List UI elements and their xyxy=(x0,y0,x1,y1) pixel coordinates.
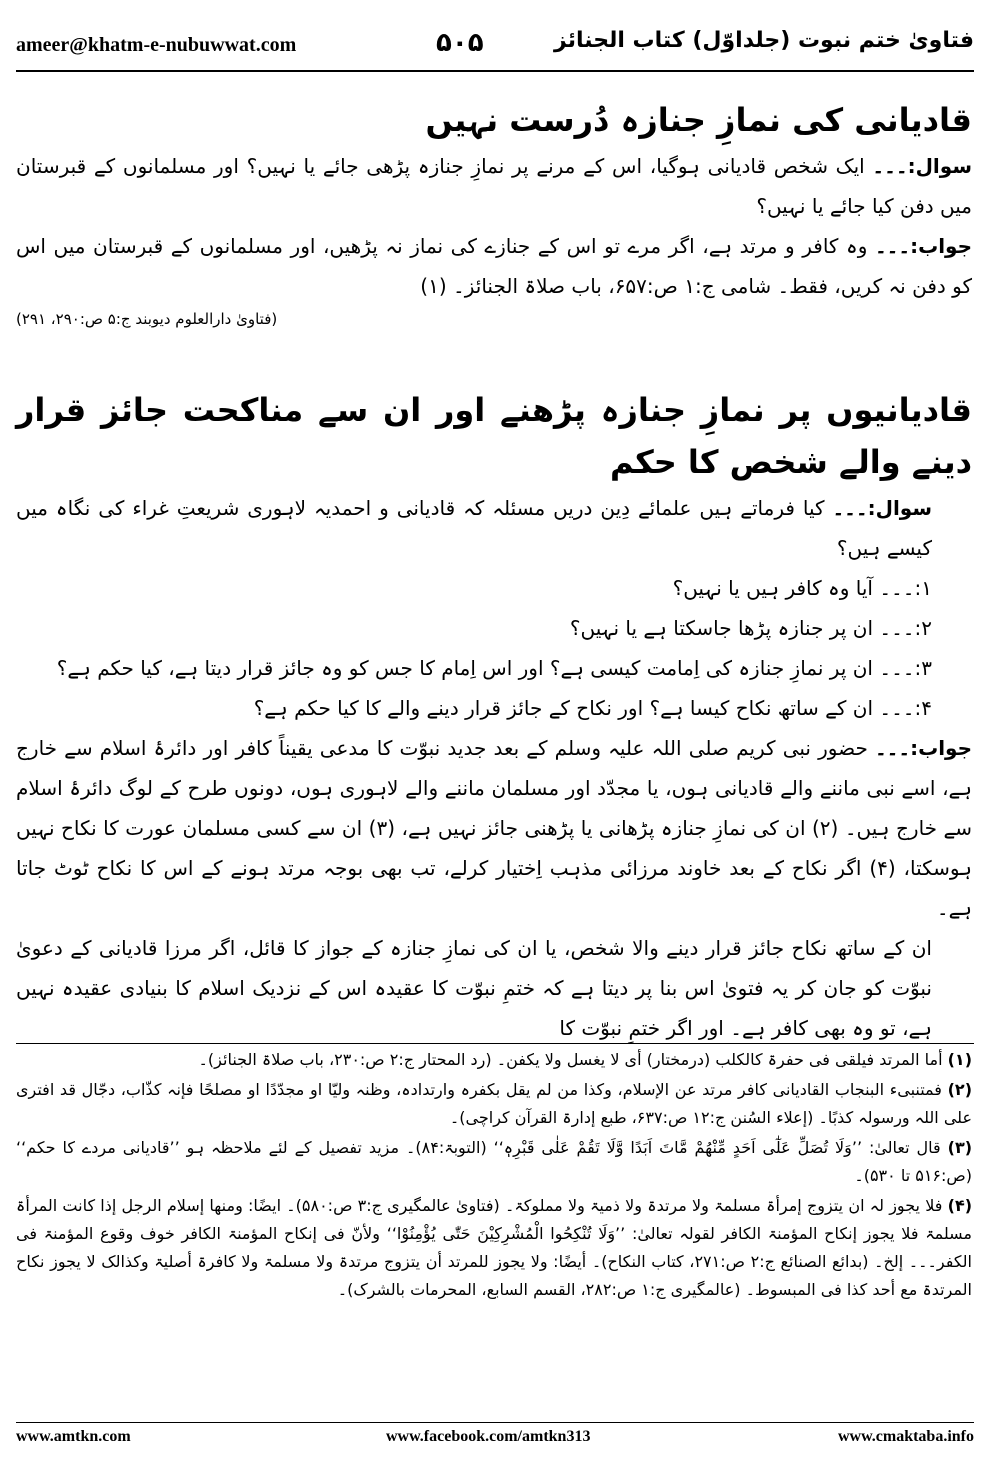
section-2-answer xyxy=(16,728,972,928)
footnote-2 xyxy=(16,1076,972,1132)
question-text: ایک شخص قادیانی ہوگیا، اس کے مرنے پر نمازِ جنازہ پڑھی جائے یا نہیں؟ اور مسلمانوں کے قبرستان میں دفن کیا جائے یا نہیں؟ xyxy=(16,154,972,218)
page-footer xyxy=(16,1428,974,1452)
footnote-number: (۴) xyxy=(947,1196,973,1215)
footnote-4 xyxy=(16,1192,972,1304)
section-1-reference: (فتاویٰ دارالعلوم دیوبند ج:۵ ص:۲۹۰، ۲۹۱) xyxy=(16,310,278,328)
section-2-continuation: ان کے ساتھ نکاح جائز قرار دینے والا شخص، یا ان کی نمازِ جنازہ کے جواز کا قائل، اگر مرزا قادیانی کے دعویٰ نبوّت کو جان کر یہ فتویٰ اس بنا پر دیتا ہے کہ ختمِ نبوّت کا عقیدہ اس کے نزدیک اسلام کا بنیادی عقیدہ نہیں ہے، تو وہ بھی کافر ہے۔ اور اگر ختمِ نبوّت کا xyxy=(16,936,932,1040)
answer-label: جواب:۔۔۔ xyxy=(874,736,973,760)
page-number: ۵۰۵ xyxy=(436,28,484,58)
footnote-3 xyxy=(16,1134,972,1190)
footer-link-facebook[interactable]: www.facebook.com/amtkn313 xyxy=(386,1428,591,1445)
question-label: سوال:۔۔۔ xyxy=(872,154,972,178)
section-1 xyxy=(16,94,972,332)
section-1-question xyxy=(16,146,972,226)
section-1-answer xyxy=(16,226,972,306)
section-2-heading: قادیانیوں پر نمازِ جنازہ پڑھنے اور ان سے مناکحت جائز قرار دینے والے شخص کا حکم xyxy=(16,391,972,481)
question-item-2: ۲:۔۔۔ ان پر جنازہ پڑھا جاسکتا ہے یا نہیں؟ xyxy=(569,616,932,640)
footnote-divider xyxy=(16,1043,974,1044)
header-email[interactable]: ameer@khatm-e-nubuwwat.com xyxy=(16,34,297,56)
footnote-number: (۱) xyxy=(947,1050,972,1069)
footnote-text: فلا یجوز لہ ان یتزوج إمرأۃ مسلمۃ ولا مرتدۃ ولا ذمیۃ ولا مملوکۃ۔ (فتاویٰ عالمگیری ج:۳ ص:۵۸۰)۔ ایضًا: ومنھا إسلام الرجل إذا کانت المرأۃ مسلمۃ فلا یجوز إنکاح المؤمنۃ الکافر لقولہ تعالیٰ: ’’وَلَا تُنْکِحُوا الْمُشْرِکِیْنَ حَتّٰی یُؤْمِنُوْا‘‘ ولأنّ فی إنکاح المؤمنۃ الکافر خوف وقوع المؤمنۃ فی الکفر۔۔۔ إلخ۔ (بدائع الصنائع ج:۲ ص:۲۷۱، کتاب النکاح)۔ أیضًا: ولا یجوز للمرتد أن یتزوج مرتدۃ ولا مسلمۃ ولا کافرۃ أصلیۃ وکذالک لا یجوز نکاح المرتدۃ مع أحد کذا فی المبسوط۔ (عالمگیری ج:۱ ص:۲۸۲، القسم السابع، المحرمات بالشرک)۔ xyxy=(16,1196,973,1299)
answer-text: حضور نبی کریم صلی اللہ علیہ وسلم کے بعد جدید نبوّت کا مدعی یقیناً کافر اور دائرۂ اسلام سے خارج ہے، اسے نبی ماننے والے قادیانی ہوں، یا مجدّد اور مسلمان ماننے والے لاہوری ہوں، دونوں طرح کے لوگ دائرۂ اسلام سے خارج ہیں۔ (۲) ان کی نمازِ جنازہ پڑھانی یا پڑھنی جائز نہیں ہے، (۳) ان سے کسی مسلمان عورت کا نکاح نہیں ہوسکتا، (۴) اگر نکاح کے بعد خاوند مرزائی مذہب اِختیار کرلے، تب بھی بوجہ مرتد ہونے کے اس کا نکاح ٹوٹ جاتا ہے۔ xyxy=(16,736,972,920)
section-2-question xyxy=(16,488,972,568)
header-divider xyxy=(16,70,974,72)
question-item-3: ۳:۔۔۔ ان پر نمازِ جنازہ کی اِمامت کیسی ہے؟ اور اس اِمام کا جس کو وہ جائز قرار دیتا ہے، کیا حکم ہے؟ xyxy=(56,656,932,680)
footnote-number: (۲) xyxy=(947,1080,972,1099)
footnotes xyxy=(16,1046,972,1306)
page-header xyxy=(16,28,974,64)
footer-divider xyxy=(16,1422,974,1423)
answer-text: وہ کافر و مرتد ہے، اگر مرے تو اس کے جنازے کی نماز نہ پڑھیں، اور مسلمانوں کے قبرستان میں اس کو دفن نہ کریں، فقط۔ شامی ج:۱ ص:۶۵۷، باب صلاۃ الجنائز۔ (۱) xyxy=(16,234,972,298)
question-item-1: ۱:۔۔۔ آیا وہ کافر ہیں یا نہیں؟ xyxy=(672,576,932,600)
footer-link-cmaktaba[interactable]: www.cmaktaba.info xyxy=(837,1428,974,1445)
footnote-1 xyxy=(16,1046,972,1074)
footnote-text: أما المرتد فیلقی فی حفرۃ کالکلب (درمختار) أی لا یغسل ولا یکفن۔ (رد المحتار ج:۲ ص:۲۳۰، باب صلاۃ الجنائز)۔ xyxy=(198,1050,943,1069)
question-text: کیا فرماتے ہیں علمائے دِین دریں مسئلہ کہ قادیانی و احمدیہ لاہوری شریعتِ غراء کی نگاہ میں کیسے ہیں؟ xyxy=(16,496,932,560)
answer-label: جواب:۔۔۔ xyxy=(874,234,973,258)
section-2 xyxy=(16,384,972,1048)
question-item-4: ۴:۔۔۔ ان کے ساتھ نکاح کیسا ہے؟ اور نکاح کے جائز قرار دینے والے کا کیا حکم ہے؟ xyxy=(253,696,932,720)
footnote-text: قال تعالیٰ: ’’وَلَا تُصَلِّ عَلٰٓی اَحَدٍ مِّنْھُمْ مَّاتَ اَبَدًا وَّلَا تَقُمْ عَلٰی قَبْرِہٖ‘‘ (التوبۃ:۸۴)۔ مزید تفصیل کے لئے ملاحظہ ہو ’’قادیانی مردے کا حکم‘‘ (ص:۵۱۶ تا ۵۳۰)۔ xyxy=(16,1138,972,1185)
book-title: فتاویٰ ختم نبوت (جلداوّل) کتاب الجنائز xyxy=(554,28,974,53)
question-label: سوال:۔۔۔ xyxy=(832,496,933,520)
footer-link-amtkn[interactable]: www.amtkn.com xyxy=(16,1428,131,1445)
footnote-text: فمتنبیء البنجاب القادیانی کافر مرتد عن الإسلام، وکذا من لم یقل بکفرہ وارتدادہ، وظنہ ولیّا او مجدّدًا او مصلحًا فإنہ کذّاب، دجّال قد افتری علی اللہ ورسولہ کذبًا۔ (إعلاء السُنن ج:۱۲ ص:۶۳۷، طبع إدارۃ القرآن کراچی)۔ xyxy=(16,1080,972,1127)
section-1-heading: قادیانی کی نمازِ جنازہ دُرست نہیں xyxy=(425,101,972,139)
footnote-number: (۳) xyxy=(947,1138,973,1157)
